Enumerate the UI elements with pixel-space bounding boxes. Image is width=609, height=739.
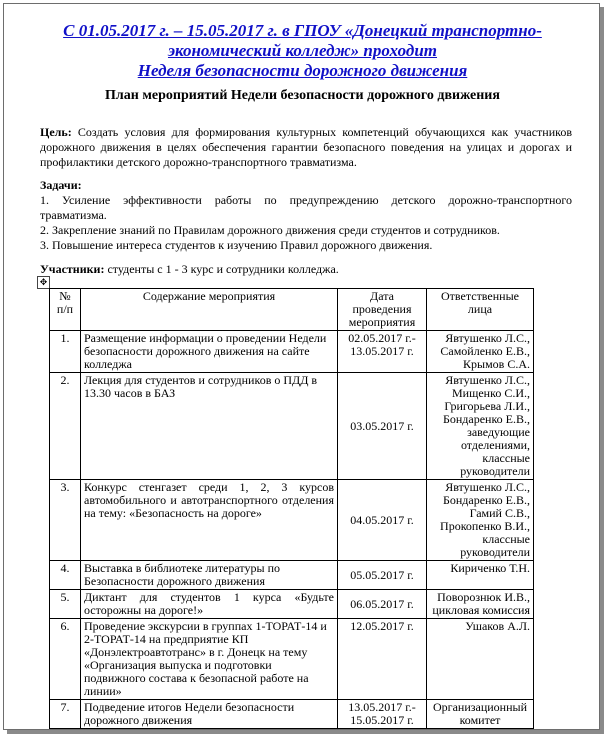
row-responsible: Явтушенко Л.С., Самойленко Е.В., Крымов С.А. — [427, 331, 534, 373]
participants-paragraph — [40, 262, 572, 277]
table-row — [50, 700, 534, 729]
table-move-handle-icon[interactable]: ✥ — [37, 276, 50, 289]
participants-label: Участники: — [40, 262, 105, 276]
row-date: 12.05.2017 г. — [338, 619, 427, 700]
row-number: 2. — [50, 373, 81, 480]
row-date: 04.05.2017 г. — [338, 480, 427, 561]
row-number: 4. — [50, 561, 81, 590]
table-row — [50, 590, 534, 619]
row-number: 7. — [50, 700, 81, 729]
header-content: Содержание мероприятия — [81, 289, 338, 331]
events-table — [49, 288, 534, 729]
row-responsible: Поворознюк И.В., цикловая комиссия — [427, 590, 534, 619]
task-item: 3. Повышение интереса студентов к изучению Правил дорожного движения. — [40, 238, 433, 252]
row-number: 6. — [50, 619, 81, 700]
goal-label: Цель: — [40, 125, 72, 139]
row-content: Проведение экскурсии в группах 1-ТОРАТ-14 и 2-ТОРАТ-14 на предприятие КП «Донэлектроавтотранс» в г. Донецк на тему «Организация выпуска и подготовки подвижного состава к безопасной работе на линии» — [81, 619, 338, 700]
row-content: Конкурс стенгазет среди 1, 2, 3 курсов автомобильного и автотранспортного отделения на тему: «Безопасность на дороге» — [81, 480, 338, 561]
task-item: 2. Закрепление знаний по Правилам дорожного движения среди студентов и сотрудников. — [40, 223, 500, 237]
table-row — [50, 480, 534, 561]
plan-title: План мероприятий Недели безопасности дорожного движения — [105, 88, 500, 103]
row-content: Подведение итогов Недели безопасности дорожного движения — [81, 700, 338, 729]
table-row — [50, 373, 534, 480]
row-date: 13.05.2017 г.- 15.05.2017 г. — [338, 700, 427, 729]
row-number: 1. — [50, 331, 81, 373]
row-date: 05.05.2017 г. — [338, 561, 427, 590]
row-responsible: Кириченко Т.Н. — [427, 561, 534, 590]
row-number: 5. — [50, 590, 81, 619]
row-date: 03.05.2017 г. — [338, 373, 427, 480]
row-responsible: Ушаков А.Л. — [427, 619, 534, 700]
row-responsible: Организационный комитет — [427, 700, 534, 729]
row-date: 02.05.2017 г.- 13.05.2017 г. — [338, 331, 427, 373]
row-content: Лекция для студентов и сотрудников о ПДД в 13.30 часов в БАЗ — [81, 373, 338, 480]
header-number: № п/п — [50, 289, 81, 331]
row-responsible: Явтушенко Л.С., Мищенко С.И., Григорьева Л.И., Бондаренко Е.В., заведующие отделениями, классные руководители — [427, 373, 534, 480]
row-responsible: Явтушенко Л.С., Бондаренко Е.В., Гамий С.В., Прокопенко В.И., классные руководители — [427, 480, 534, 561]
row-content: Выставка в библиотеке литературы по Безопасности дорожного движения — [81, 561, 338, 590]
row-number: 3. — [50, 480, 81, 561]
header-responsible: Ответственные лица — [427, 289, 534, 331]
row-content: Диктант для студентов 1 курса «Будьте осторожны на дороге!» — [81, 590, 338, 619]
goal-paragraph — [40, 125, 572, 170]
table-header-row — [50, 289, 534, 331]
tasks-block — [40, 178, 572, 253]
row-date: 06.05.2017 г. — [338, 590, 427, 619]
table-row — [50, 561, 534, 590]
header-line-2: экономический колледж» проходит — [167, 41, 438, 60]
goal-text: Создать условия для формирования культурных компетенций обучающихся как участников дорожного движения в целях обеспечения гарантии безопасного поведения на улицах и дорогах и профилактики детского дорожно-транспортного травматизма. — [40, 125, 572, 169]
table-row — [50, 331, 534, 373]
header-line-1: С 01.05.2017 г. – 15.05.2017 г. в ГПОУ «Донецкий транспортно- — [63, 21, 542, 40]
header-line-3: Неделя безопасности дорожного движения — [137, 61, 468, 80]
row-content: Размещение информации о проведении Недели безопасности дорожного движения на сайте колледжа — [81, 331, 338, 373]
table-row — [50, 619, 534, 700]
task-item: 1. Усиление эффективности работы по предупреждению детского дорожно-транспортного травматизма. — [40, 193, 572, 222]
header-date: Дата проведения мероприятия — [338, 289, 427, 331]
tasks-label: Задачи: — [40, 178, 82, 192]
participants-text: студенты с 1 - 3 курс и сотрудники колледжа. — [104, 262, 339, 276]
